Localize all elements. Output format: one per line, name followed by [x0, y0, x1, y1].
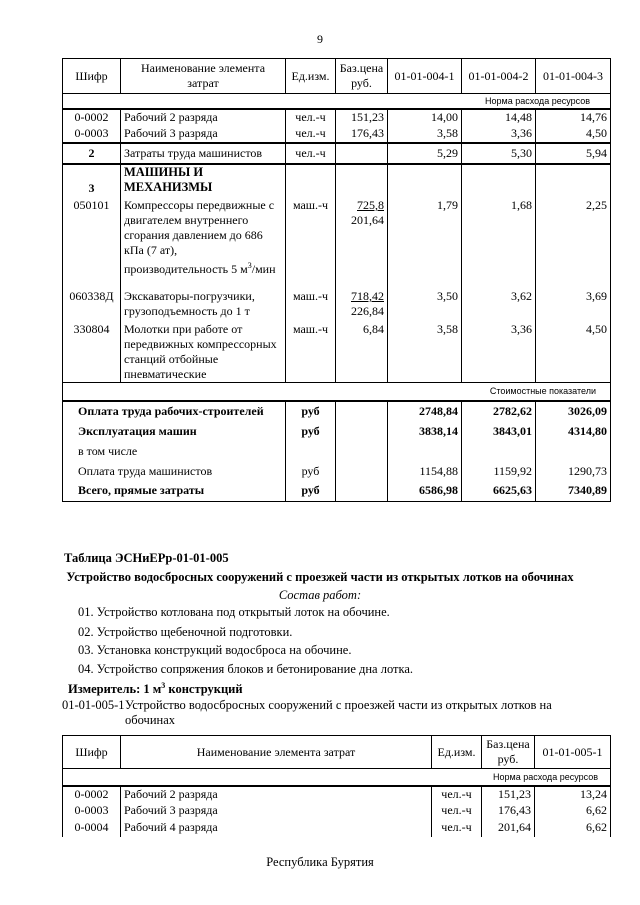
row-price: 6,84: [336, 322, 388, 383]
header-code: Шифр: [63, 736, 121, 769]
row-unit: чел.-ч: [432, 786, 482, 803]
row-code: 050101: [63, 198, 121, 289]
row-unit: маш.-ч: [286, 289, 336, 322]
header-col2: 01-01-004-2: [462, 59, 536, 94]
table-row: [63, 803, 611, 820]
row-value-1: 3,58: [388, 126, 462, 143]
row-unit: маш.-ч: [286, 198, 336, 289]
cost-value-1: 3838,14: [388, 421, 462, 441]
row-value-3: 2,25: [536, 198, 611, 289]
table-subtitle: Устройство водосбросных сооружений с проезжей части из открытых лотков на обочинах: [66, 570, 574, 584]
page-number: 9: [317, 32, 323, 46]
row-unit: чел.-ч: [286, 126, 336, 143]
cost-unit: руб: [286, 421, 336, 441]
header-name: Наименование элемента затрат: [121, 736, 432, 769]
row-value-2: 3,36: [462, 322, 536, 383]
cost-name: в том числе: [63, 441, 286, 461]
row-price: 201,64: [482, 820, 535, 837]
cost-label-row: [63, 383, 611, 402]
cost-row: [63, 481, 611, 501]
row-name: Рабочий 4 разряда: [121, 820, 432, 837]
cost-unit: руб: [286, 401, 336, 421]
work-item: 02. Устройство щебеночной подготовки.: [78, 625, 293, 639]
work-item: 01. Устройство котлована под открытый лоток на обочине.: [78, 605, 390, 619]
cost-value-3: 7340,89: [536, 481, 611, 501]
price-primary: 718,42: [351, 289, 384, 303]
norm-label-row: [63, 769, 611, 787]
cost-row: [63, 461, 611, 481]
cost-value-3: 4314,80: [536, 421, 611, 441]
row-code: 060338Д: [63, 289, 121, 322]
norm-label: Норма расхода ресурсов: [63, 769, 611, 787]
header-col3: 01-01-004-3: [536, 59, 611, 94]
meter-unit: Измеритель: 1 $м^3$ конструкций: [68, 681, 243, 697]
price-secondary: 201,64: [351, 213, 384, 227]
row-price: 176,43: [482, 803, 535, 820]
cost-row: [63, 421, 611, 441]
price-secondary: 226,84: [351, 304, 384, 318]
cost-value-2: 1159,92: [462, 461, 536, 481]
table-header-row: [63, 736, 611, 769]
section-title: МАШИНЫ И МЕХАНИЗМЫ: [121, 164, 286, 198]
row-name: Рабочий 2 разряда: [121, 786, 432, 803]
table-row: [63, 820, 611, 837]
row-value-1: 6,62: [535, 820, 611, 837]
cost-name: Оплата труда машинистов: [63, 461, 286, 481]
cost-name: Эксплуатация машин: [63, 421, 286, 441]
row-code: 0-0002: [63, 109, 121, 126]
row-name: Рабочий 3 разряда: [121, 803, 432, 820]
row-unit: чел.-ч: [286, 143, 336, 164]
cost-value-1: 1154,88: [388, 461, 462, 481]
cost-value-2: 6625,63: [462, 481, 536, 501]
resource-table-005: [62, 735, 611, 837]
norm-description: Устройство водосбросных сооружений с проезжей части из открытых лотков на обочинах: [125, 698, 552, 727]
work-item: 04. Устройство сопряжения блоков и бетонирование дна лотка.: [78, 662, 414, 676]
work-item: 03. Установка конструкций водосброса на обочине.: [78, 643, 352, 657]
row-unit: чел.-ч: [286, 109, 336, 126]
table-row: [63, 786, 611, 803]
cost-label: Стоимостные показатели: [63, 383, 611, 402]
row-price: 151,23: [482, 786, 535, 803]
row-unit: чел.-ч: [432, 820, 482, 837]
row-price: 151,23: [336, 109, 388, 126]
header-unit: Ед.изм.: [286, 59, 336, 94]
row-value-1: 3,58: [388, 322, 462, 383]
header-col1: 01-01-005-1: [535, 736, 611, 769]
resource-table-004: [62, 58, 611, 502]
norm-label-row: [63, 94, 611, 110]
norm-code: 01-01-005-1: [62, 698, 125, 712]
row-code: 330804: [63, 322, 121, 383]
table-row: [63, 126, 611, 143]
row-unit: маш.-ч: [286, 322, 336, 383]
row-value-2: 3,36: [462, 126, 536, 143]
cost-value-2: 3843,01: [462, 421, 536, 441]
cost-name: Оплата труда рабочих-строителей: [63, 401, 286, 421]
row-value-2: 14,48: [462, 109, 536, 126]
cost-value-1: 6586,98: [388, 481, 462, 501]
row-value-1: 5,29: [388, 143, 462, 164]
table-row: [63, 289, 611, 322]
row-value-3: 4,50: [536, 126, 611, 143]
row-value-1: 6,62: [535, 803, 611, 820]
table-row: [63, 322, 611, 383]
table-title: Таблица ЭСНиЕРр-01-01-005: [64, 551, 229, 565]
row-price: [336, 289, 388, 322]
row-price: [336, 143, 388, 164]
row-code: 0-0003: [63, 803, 121, 820]
header-col1: 01-01-004-1: [388, 59, 462, 94]
row-code: 0-0003: [63, 126, 121, 143]
row-name: Рабочий 2 разряда: [121, 109, 286, 126]
cost-unit: руб: [286, 461, 336, 481]
norm-label: Норма расхода ресурсов: [63, 94, 611, 110]
cost-unit: руб: [286, 481, 336, 501]
row-value-1: 13,24: [535, 786, 611, 803]
page-footer: Республика Бурятия: [266, 855, 374, 869]
row-value-3: 3,69: [536, 289, 611, 322]
cost-row: [63, 441, 611, 461]
row-code: 3: [63, 164, 121, 198]
price-primary: 725,8: [357, 198, 384, 212]
row-name: Молотки при работе от передвижных компрессорных станций отбойные пневматические: [121, 322, 286, 383]
row-code: 0-0004: [63, 820, 121, 837]
row-name: Рабочий 3 разряда: [121, 126, 286, 143]
row-name: Компрессоры передвижные с двигателем внутреннего сгорания давлением до 686 кПа (7 ат), производительность 5 $м^3$/мин: [121, 198, 286, 289]
row-value-3: 5,94: [536, 143, 611, 164]
row-code: 2: [63, 143, 121, 164]
row-value-2: 1,68: [462, 198, 536, 289]
header-unit: Ед.изм.: [432, 736, 482, 769]
row-value-1: 1,79: [388, 198, 462, 289]
row-code: 0-0002: [63, 786, 121, 803]
header-base-price: Баз.цена руб.: [482, 736, 535, 769]
header-base-price: Баз.цена руб.: [336, 59, 388, 94]
row-price: 176,43: [336, 126, 388, 143]
cost-value-2: 2782,62: [462, 401, 536, 421]
section-row-machines: [63, 164, 611, 198]
row-unit: чел.-ч: [432, 803, 482, 820]
row-value-2: 5,30: [462, 143, 536, 164]
row-price: [336, 198, 388, 289]
row-value-1: 3,50: [388, 289, 462, 322]
table-row: [63, 198, 611, 289]
row-name: Экскаваторы-погрузчики, грузоподъемность до 1 т: [121, 289, 286, 322]
work-composition-heading: Состав работ:: [278, 588, 362, 602]
cost-value-1: 2748,84: [388, 401, 462, 421]
cost-row: [63, 401, 611, 421]
cost-name: Всего, прямые затраты: [63, 481, 286, 501]
row-value-3: 14,76: [536, 109, 611, 126]
row-name: Затраты труда машинистов: [121, 143, 286, 164]
row-value-2: 3,62: [462, 289, 536, 322]
row-value-3: 4,50: [536, 322, 611, 383]
table-header-row: [63, 59, 611, 94]
table-row: [63, 143, 611, 164]
row-value-1: 14,00: [388, 109, 462, 126]
header-code: Шифр: [63, 59, 121, 94]
header-name: Наименование элемента затрат: [121, 59, 286, 94]
table-row: [63, 109, 611, 126]
cost-value-3: 3026,09: [536, 401, 611, 421]
cost-value-3: 1290,73: [536, 461, 611, 481]
